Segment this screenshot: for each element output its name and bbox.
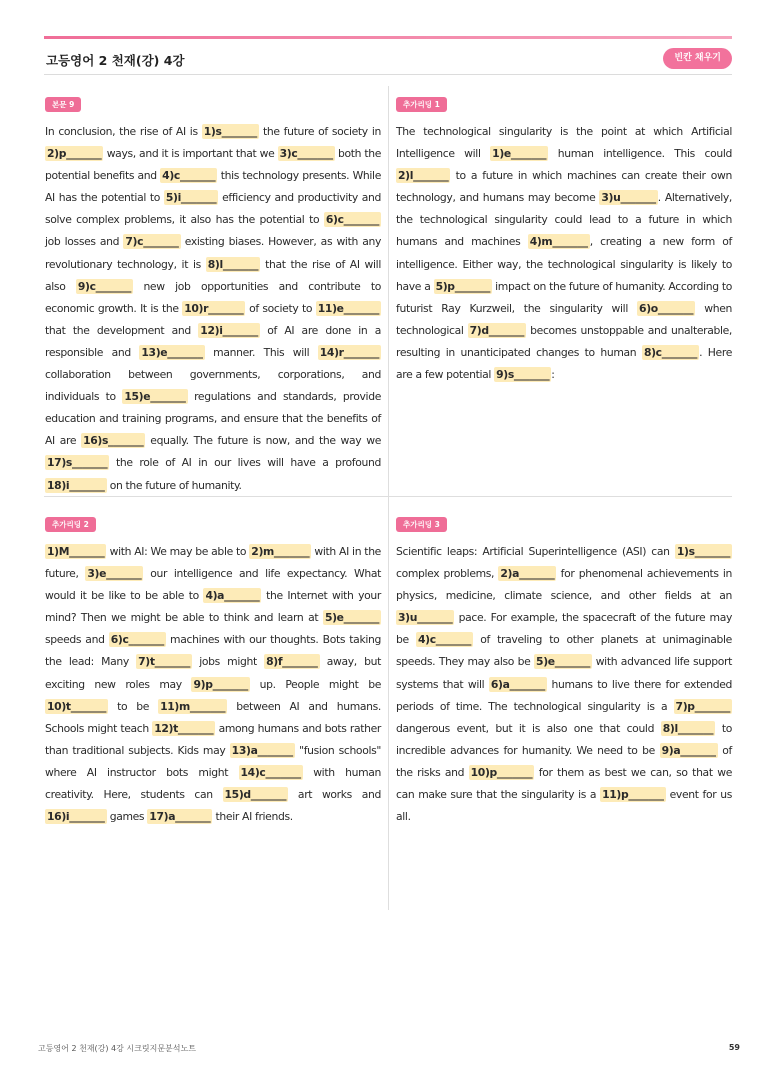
passage-text-run: . Here are a few potential — [396, 345, 732, 382]
passage-text — [396, 121, 732, 386]
passage-text — [45, 121, 381, 497]
passage-text-run: In conclusion, the rise of AI is — [45, 125, 202, 138]
passage-text-run: Scientific leaps: Artificial Superintelligence (ASI) can — [396, 545, 675, 558]
passage-text-run: games — [106, 810, 148, 824]
blank-field: 11)e_______ — [317, 301, 379, 315]
blank-field: 15)d_______ — [224, 788, 287, 802]
blank-field: 8)l_______ — [662, 721, 714, 735]
section-main-text-9 — [45, 92, 381, 497]
fill-in-blank-badge: 빈칸 채우기 — [663, 48, 732, 69]
passage-text-run: event for us all. — [396, 788, 733, 824]
blank-field: 17)s_______ — [47, 456, 108, 470]
passage-text-run: the role of AI in our lives will have a profound — [109, 456, 381, 470]
passage-text-run: equally. The future is now, and the way we — [145, 434, 381, 448]
passage-text-run: that the rise of AI will also — [45, 257, 381, 293]
blank-field: 1)M_______ — [47, 545, 105, 558]
passage-text-run: impact on the future of humanity. According to futurist Ray Kurzweil, the singularity will — [396, 279, 732, 315]
passage-text-run: with advanced life support systems that will — [396, 655, 733, 691]
section-extra-reading-1 — [396, 92, 732, 386]
column-divider — [388, 86, 389, 910]
passage-text-run: speeds and — [45, 633, 109, 647]
blank-field: 3)u_______ — [601, 191, 656, 205]
blank-field: 6)c_______ — [110, 633, 164, 647]
passage-text-run: jobs might — [192, 655, 265, 669]
blank-field: 10)p_______ — [470, 765, 533, 779]
section-tag: 추가리딩 2 — [45, 517, 96, 532]
blank-field: 16)s_______ — [83, 434, 144, 448]
blank-field: 7)t_______ — [138, 655, 191, 669]
blank-field: 8)c_______ — [643, 345, 698, 359]
passage-text-run: , creating a new form of intelligence. Either way, the technological singularity is likely to have a — [396, 235, 732, 293]
passage-text — [45, 541, 381, 828]
passage-text-run: manner. This will — [204, 345, 318, 359]
blank-field: 12)t_______ — [154, 721, 214, 735]
section-tag: 본문 9 — [45, 97, 81, 112]
page-title: 고등영어 2 천재(강) 4강 — [46, 53, 185, 68]
passage-text-run: of society to — [245, 301, 316, 315]
blank-field: 1)s_______ — [676, 545, 730, 558]
blank-field: 16)i_______ — [47, 810, 105, 824]
passage-text-run: the future of society in — [258, 125, 381, 138]
passage-text-run: the Internet with your mind? Then we might be able to think and learn at — [45, 589, 382, 625]
blank-field: 9)c_______ — [77, 279, 132, 293]
passage-text-run: their AI friends. — [212, 810, 293, 824]
passage-text-run: dangerous event, but it is also one that could — [396, 721, 661, 735]
passage-text-run: regulations and standards, provide education and training programs, and ensure that the benefits of AI are — [45, 390, 381, 448]
header-accent-bar — [44, 36, 732, 39]
blank-field: 9)a_______ — [661, 743, 716, 757]
passage-text-run: human intelligence. This could — [548, 147, 732, 161]
passage-text-run: with AI: We may be able to — [106, 545, 250, 558]
passage-text-run: when technological — [396, 301, 732, 337]
blank-field: 5)e_______ — [324, 611, 379, 625]
passage-text-run: . Alternatively, the technological singularity could lead to a future in which humans and machines — [396, 191, 732, 249]
passage-text-run: humans to live there for extended periods of time. The technological singularity is a — [396, 677, 732, 713]
blank-field: 18)i_______ — [47, 478, 105, 492]
blank-field: 7)d_______ — [469, 323, 525, 337]
passage-text-run: collaboration between governments, corporations, and individuals to — [45, 368, 381, 404]
passage-text-run: to a future in which machines can create their own technology, and humans may become — [396, 169, 732, 205]
blank-field: 3)e_______ — [87, 567, 142, 581]
passage-text-run: new job opportunities and contribute to economic growth. It is the — [45, 279, 381, 315]
blank-field: 10)r_______ — [184, 301, 244, 315]
blank-field: 3)u_______ — [398, 611, 453, 625]
blank-field: 6)a_______ — [490, 677, 545, 691]
blank-field: 11)p_______ — [602, 788, 664, 802]
blank-field: 7)p_______ — [675, 699, 730, 713]
passage-text-run: this technology presents. While AI has the potential to — [45, 169, 381, 205]
blank-field: 6)c_______ — [325, 213, 379, 227]
blank-field: 17)a_______ — [149, 810, 211, 824]
blank-field: 4)a_______ — [205, 589, 260, 603]
blank-field: 9)s_______ — [496, 368, 550, 382]
passage-text-run: machines with our thoughts. Bots taking the lead: Many — [45, 633, 381, 669]
blank-field: 5)p_______ — [435, 279, 491, 293]
passage-text-run: on the future of humanity. — [106, 478, 242, 492]
header-divider — [44, 74, 732, 75]
blank-field: 1)e_______ — [492, 147, 547, 161]
passage-text-run: of AI are done in a responsible and — [45, 323, 381, 359]
blank-field: 4)c_______ — [162, 169, 216, 183]
blank-field: 15)e_______ — [124, 390, 186, 404]
passage-text-run: pace. For example, the spacecraft of the future may be — [396, 611, 732, 647]
blank-field: 14)r_______ — [319, 345, 379, 359]
passage-text-run: among humans and bots rather than traditional subjects. Kids may — [45, 721, 381, 757]
blank-field: 14)c_______ — [240, 765, 301, 779]
passage-text-run: "fusion schools" where AI instructor bots might — [45, 743, 381, 779]
blank-field: 2)l_______ — [398, 169, 449, 183]
passage-text-run: of traveling to other planets at unimaginable speeds. They may also be — [396, 633, 732, 669]
section-extra-reading-3 — [396, 512, 732, 828]
passage-text-run: to be — [108, 699, 159, 713]
passage-text-run: away, but exciting new roles may — [45, 655, 381, 691]
passage-text-run: complex problems, — [396, 567, 499, 581]
passage-text-run: for phenomenal achievements in physics, medicine, climate science, and other fields at an — [396, 567, 732, 603]
passage-text-run: : — [551, 368, 555, 382]
passage-text-run: with human creativity. Here, students can — [45, 765, 381, 802]
blank-field: 4)m_______ — [529, 235, 588, 249]
passage-text-run: to incredible advances for humanity. We need to be — [396, 721, 732, 757]
passage-text-run: between AI and humans. Schools might teach — [45, 699, 381, 735]
blank-field: 7)c_______ — [125, 235, 179, 249]
blank-field: 13)a_______ — [231, 743, 293, 757]
blank-field: 5)e_______ — [536, 655, 591, 669]
passage-text-run: our intelligence and life expectancy. What would it be like to be able to — [45, 567, 381, 603]
passage-text — [396, 541, 732, 828]
passage-text-run: existing biases. However, as with any revolutionary technology, it is — [45, 235, 381, 271]
blank-field: 13)e_______ — [141, 345, 203, 359]
page-header — [44, 46, 732, 74]
page-footer — [38, 1043, 740, 1057]
blank-field: 9)p_______ — [193, 677, 248, 691]
blank-field: 6)o_______ — [639, 301, 694, 315]
page-number: 59 — [728, 1043, 740, 1052]
blank-field: 5)i_______ — [165, 191, 217, 205]
section-tag: 추가리딩 3 — [396, 517, 447, 532]
passage-text-run: job losses and — [45, 235, 124, 249]
blank-field: 2)a_______ — [500, 567, 555, 581]
blank-field: 12)i_______ — [200, 323, 258, 337]
blank-field: 2)m_______ — [251, 545, 310, 558]
footer-book-title: 고등영어 2 천재(강) 4강 시크릿지문분석노트 — [38, 1044, 196, 1053]
section-extra-reading-2 — [45, 512, 381, 828]
passage-text-run: ways, and it is important that we — [103, 147, 278, 161]
passage-text-run: of the risks and — [396, 743, 732, 779]
blank-field: 2)p_______ — [47, 147, 102, 161]
blank-field: 10)t_______ — [47, 699, 107, 713]
blank-field: 1)s_______ — [203, 125, 257, 138]
passage-text-run: up. People might be — [249, 677, 381, 691]
passage-text-run: for them as best we can, so that we can make sure that the singularity is a — [396, 765, 732, 802]
passage-text-run: with AI in the future, — [45, 545, 381, 581]
section-tag: 추가리딩 1 — [396, 97, 447, 112]
blank-field: 3)c_______ — [279, 147, 333, 161]
passage-text-run: both the potential benefits and — [45, 147, 381, 183]
passage-text-run: art works and — [288, 788, 381, 802]
passage-text-run: efficiency and productivity and solve complex problems, it also has the potential to — [45, 191, 382, 227]
passage-text-run: becomes unstoppable and unalterable, resulting in unanticipated changes to human — [396, 323, 733, 359]
blank-field: 8)l_______ — [207, 257, 259, 271]
passage-text-run: that the development and — [45, 323, 199, 337]
blank-field: 11)m_______ — [160, 699, 226, 713]
passage-text-run: The technological singularity is the point at which Artificial Intelligence will — [396, 125, 732, 161]
blank-field: 8)f_______ — [266, 655, 318, 669]
blank-field: 4)c_______ — [417, 633, 472, 647]
